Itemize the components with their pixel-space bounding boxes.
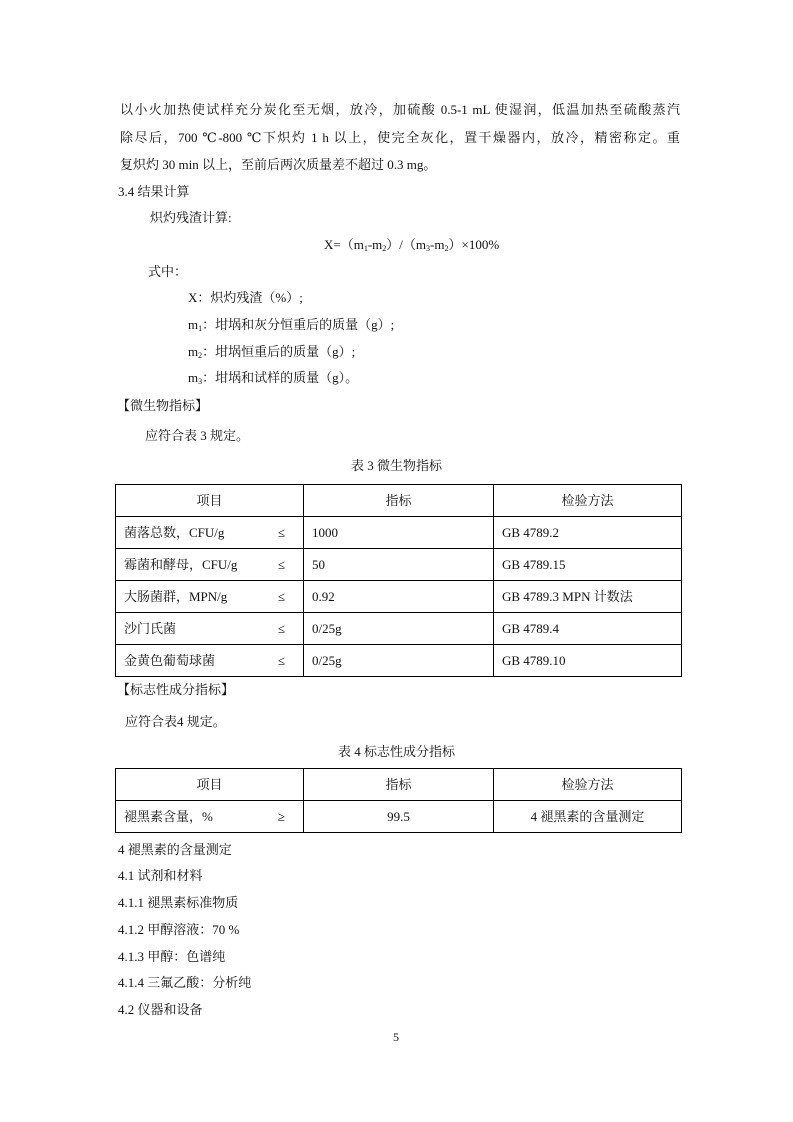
var-symbol: m: [188, 317, 199, 332]
header-item: 项目: [116, 485, 304, 517]
var-description: ：炽灼残渣（%）;: [197, 290, 303, 305]
cell-method: GB 4789.4: [494, 613, 682, 645]
var-subscript: 1: [198, 324, 203, 333]
table-row: [116, 549, 682, 581]
marker-heading: 【标志性成分指标】: [117, 682, 235, 697]
formula-part-a: X=（m: [324, 237, 364, 252]
formula-sub-3: 3: [426, 244, 431, 253]
formula-part-b: -m: [367, 237, 383, 252]
var-description: ：坩埚恒重后的质量（g）;: [202, 344, 356, 359]
var-subscript: 2: [198, 351, 203, 360]
cell-item: [116, 517, 304, 549]
header-item: 项目: [116, 769, 304, 801]
table-3: [115, 484, 682, 677]
cell-item: [116, 645, 304, 677]
table-row: [116, 801, 682, 833]
formula: [324, 236, 499, 254]
var-symbol: m: [188, 370, 199, 385]
cell-item: [116, 581, 304, 613]
var-description: ：坩埚和试样的质量（g）。: [202, 370, 359, 385]
cell-value: 0/25g: [304, 645, 494, 677]
section-item-4-1-1: 4.1.1 褪黑素标准物质: [118, 895, 239, 910]
table-row: [116, 517, 682, 549]
cell-method: 4 褪黑素的含量测定: [494, 801, 682, 833]
item-label: 霉菌和酵母，CFU/g: [124, 556, 238, 572]
var-symbol: m: [188, 344, 199, 359]
section-heading-3-4: 3.4 结果计算: [118, 184, 190, 199]
item-operator: ≤: [277, 556, 285, 572]
micro-note: 应符合表 3 规定。: [145, 428, 250, 443]
formula-sub-4: 2: [444, 244, 449, 253]
cell-method: GB 4789.2: [494, 517, 682, 549]
table-row: [116, 581, 682, 613]
cell-method: GB 4789.10: [494, 645, 682, 677]
table-3-caption: 表 3 微生物指标: [350, 458, 442, 473]
formula-sub-1: 1: [363, 244, 368, 253]
header-indicator: 指标: [304, 769, 494, 801]
section-heading-4-2: 4.2 仪器和设备: [118, 1002, 203, 1017]
section-heading-4: 4 褪黑素的含量测定: [118, 842, 232, 857]
var-description: ：坩埚和灰分恒重后的质量（g）;: [202, 317, 395, 332]
var-definition-m1: [188, 316, 394, 334]
cell-item: [116, 613, 304, 645]
table-row: [116, 645, 682, 677]
intro-line-2: 除尽后，700 ℃-800 ℃下炽灼 1 h 以上，使完全灰化，置干燥器内，放冷，精密称定。重: [120, 130, 680, 145]
intro-line-1: 以小火加热使试样充分炭化至无烟，放冷，加硫酸 0.5-1 mL 使湿润，低温加热至硫酸蒸汽: [120, 102, 680, 117]
var-definition-x: [188, 289, 303, 307]
header-method: 检验方法: [494, 769, 682, 801]
formula-part-c: ）/（m: [386, 237, 427, 252]
cell-item: [116, 549, 304, 581]
cell-item: [116, 801, 304, 833]
table-header-row: [116, 485, 682, 517]
page-number: 5: [393, 1030, 399, 1044]
header-method: 检验方法: [494, 485, 682, 517]
section-item-4-1-4: 4.1.4 三氟乙酸：分析纯: [118, 975, 252, 990]
cell-value: 0/25g: [304, 613, 494, 645]
item-label: 褪黑素含量，%: [124, 808, 213, 824]
item-operator: ≤: [277, 620, 285, 636]
where-label: 式中：: [148, 264, 188, 279]
section-heading-4-1: 4.1 试剂和材料: [118, 868, 203, 883]
cell-method: GB 4789.3 MPN 计数法: [494, 581, 682, 613]
var-symbol: X: [188, 290, 198, 305]
item-label: 大肠菌群，MPN/g: [124, 588, 228, 604]
item-label: 金黄色葡萄球菌: [124, 652, 216, 668]
table-row: [116, 613, 682, 645]
calc-label: 炽灼残渣计算:: [150, 210, 232, 225]
var-subscript: 3: [198, 377, 203, 386]
cell-value: 1000: [304, 517, 494, 549]
cell-method: GB 4789.15: [494, 549, 682, 581]
item-operator: ≤: [277, 652, 285, 668]
micro-heading: 【微生物指标】: [117, 398, 209, 413]
item-operator: ≥: [277, 808, 285, 824]
section-item-4-1-2: 4.1.2 甲醇溶液：70 %: [118, 922, 240, 937]
cell-value: 0.92: [304, 581, 494, 613]
table-4-caption: 表 4 标志性成分指标: [337, 744, 455, 759]
header-indicator: 指标: [304, 485, 494, 517]
formula-part-d: -m: [430, 237, 445, 252]
section-item-4-1-3: 4.1.3 甲醇：色谱纯: [118, 949, 226, 964]
item-label: 沙门氏菌: [124, 620, 177, 636]
cell-value: 50: [304, 549, 494, 581]
table-header-row: [116, 769, 682, 801]
item-operator: ≤: [277, 524, 285, 540]
table-4: [115, 768, 682, 833]
formula-sub-2: 2: [382, 244, 387, 253]
intro-line-3: 复炽灼 30 min 以上，至前后两次质量差不超过 0.3 mg。: [120, 157, 437, 172]
cell-value: 99.5: [304, 801, 494, 833]
var-definition-m3: [188, 369, 358, 387]
item-operator: ≤: [277, 588, 285, 604]
var-definition-m2: [188, 343, 355, 361]
item-label: 菌落总数，CFU/g: [124, 524, 225, 540]
formula-part-e: ）×100%: [448, 237, 500, 252]
marker-note: 应符合表4 规定。: [125, 714, 226, 729]
